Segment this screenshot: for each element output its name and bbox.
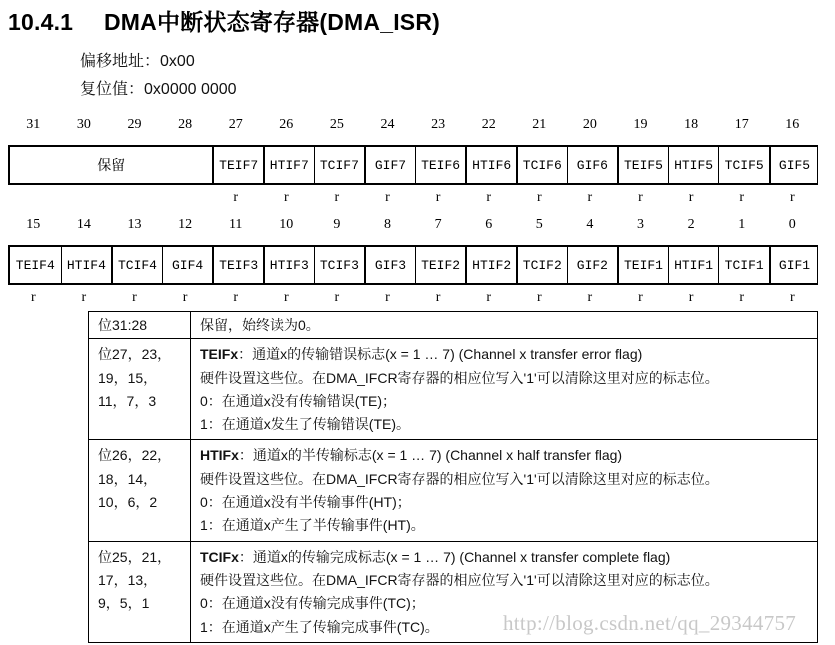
bit-number: 19 xyxy=(633,117,648,132)
table-row xyxy=(89,339,818,440)
field-heading xyxy=(200,546,808,569)
field-heading xyxy=(200,343,808,366)
register-upper-half xyxy=(8,145,818,185)
access-type: r xyxy=(789,190,795,205)
field-tcif5: TCIF5 xyxy=(718,147,769,183)
field-htif3: HTIF3 xyxy=(263,247,314,283)
field-htif4: HTIF4 xyxy=(61,247,112,283)
bit-range: 位27，23， xyxy=(98,346,172,363)
bit-number: 5 xyxy=(535,217,543,232)
lower-access-types xyxy=(8,290,818,310)
bit-range: 19，15， xyxy=(98,369,158,386)
access-type: r xyxy=(638,190,643,205)
bit-range-cell xyxy=(89,312,191,339)
register-lower-half xyxy=(8,245,818,285)
bit-number: 1 xyxy=(738,217,746,232)
section-heading: DMA中断状态寄存器(DMA_ISR) xyxy=(104,9,441,35)
field-teif4: TEIF4 xyxy=(15,257,55,273)
access-type: r xyxy=(132,290,137,305)
description-cell xyxy=(191,312,818,339)
field-name: TEIFx xyxy=(200,346,239,363)
access-type: r xyxy=(283,290,289,305)
bit-number: 12 xyxy=(178,217,193,232)
bit-number: 4 xyxy=(586,217,594,232)
description-line: 0：在通道x没有半传输事件(HT)； xyxy=(200,494,411,511)
field-gif1: GIF1 xyxy=(769,247,818,283)
access-type: r xyxy=(688,290,694,305)
description-line: 1：在通道x发生了传输错误(TE)。 xyxy=(200,416,410,433)
field-summary: ：通道x的传输错误标志(x = 1 … 7) (Channel x transfer error flag) xyxy=(238,346,643,363)
description-line: 1：在通道x产生了半传输事件(HT)。 xyxy=(200,517,425,534)
access-type: r xyxy=(233,190,239,205)
access-type: r xyxy=(536,190,542,205)
field-tcif6: TCIF6 xyxy=(516,147,567,183)
description-line: 0：在通道x没有传输完成事件(TC)； xyxy=(200,595,425,612)
reset-value xyxy=(80,76,237,99)
access-type: r xyxy=(486,290,492,305)
description-cell xyxy=(191,339,818,440)
section-number: 10.4.1 xyxy=(8,9,74,35)
field-htif6: HTIF6 xyxy=(465,147,516,183)
field-htif1: HTIF1 xyxy=(668,247,719,283)
access-type: r xyxy=(385,190,390,205)
access-type: r xyxy=(435,290,441,305)
upper-bit-numbers xyxy=(8,117,818,137)
upper-access-types xyxy=(8,190,818,210)
bit-number: 11 xyxy=(228,217,243,232)
field-teif6: TEIF6 xyxy=(415,147,466,183)
bit-number: 8 xyxy=(383,217,391,232)
bit-number: 18 xyxy=(684,117,699,132)
bit-number: 22 xyxy=(481,117,496,132)
bit-number: 0 xyxy=(788,217,796,232)
section-title xyxy=(8,4,440,37)
offset-value: 0x00 xyxy=(160,53,195,70)
field-summary: ：通道x的半传输标志(x = 1 … 7) (Channel x half transfer flag) xyxy=(238,447,623,464)
access-type: r xyxy=(486,190,492,205)
field-teif5: TEIF5 xyxy=(617,147,668,183)
field-tcif2: TCIF2 xyxy=(516,247,567,283)
access-type: r xyxy=(638,290,643,305)
bit-range: 位31:28 xyxy=(98,317,148,333)
bit-range-cell xyxy=(89,541,191,642)
description-line: 1：在通道x产生了传输完成事件(TC)。 xyxy=(200,618,439,635)
bit-number: 17 xyxy=(734,117,749,132)
bit-number: 9 xyxy=(333,217,341,232)
field-teif2: TEIF2 xyxy=(415,247,466,283)
bit-number: 20 xyxy=(582,117,597,132)
bit-number: 3 xyxy=(636,217,644,232)
access-type: r xyxy=(30,290,36,305)
field-name: HTIFx xyxy=(200,447,239,464)
bit-number: 28 xyxy=(178,117,193,132)
description-line: 硬件设置这些位。在DMA_IFCR寄存器的相应位写入'1'可以清除这里对应的标志位。 xyxy=(200,571,719,588)
field-gif4: GIF4 xyxy=(162,247,213,283)
access-type: r xyxy=(435,190,441,205)
access-type: r xyxy=(536,290,542,305)
field-htif2: HTIF2 xyxy=(465,247,516,283)
bit-number: 13 xyxy=(127,217,142,232)
bit-range: 位26，22， xyxy=(98,447,172,464)
description-cell xyxy=(191,440,818,541)
bit-number: 7 xyxy=(434,217,442,232)
access-type: r xyxy=(334,190,340,205)
bit-range-cell xyxy=(89,339,191,440)
reset-label: 复位值： xyxy=(80,81,145,98)
access-type: r xyxy=(688,190,694,205)
bit-number: 27 xyxy=(228,117,243,132)
description-line: 硬件设置这些位。在DMA_IFCR寄存器的相应位写入'1'可以清除这里对应的标志位。 xyxy=(200,470,719,487)
reset-value-text: 0x0000 0000 xyxy=(144,81,237,98)
field-teif1: TEIF1 xyxy=(617,247,668,283)
bit-number: 6 xyxy=(485,217,493,232)
description-line: 0：在通道x没有传输错误(TE)； xyxy=(200,392,396,409)
bit-range: 17，13， xyxy=(98,571,158,588)
bit-number: 26 xyxy=(279,117,294,132)
access-type: r xyxy=(334,290,340,305)
access-type: r xyxy=(587,190,593,205)
bit-range-cell xyxy=(89,440,191,541)
field-heading xyxy=(200,444,808,467)
bit-range: 9，5，1 xyxy=(98,595,150,612)
access-type: r xyxy=(739,190,745,205)
field-gif7: GIF7 xyxy=(364,147,415,183)
access-type: r xyxy=(739,290,745,305)
field-tcif3: TCIF3 xyxy=(314,247,365,283)
field-teif7: TEIF7 xyxy=(212,147,263,183)
bit-number: 10 xyxy=(279,217,294,232)
field-summary: ：通道x的传输完成标志(x = 1 … 7) (Channel x transfer complete flag) xyxy=(238,548,671,565)
field-gif2: GIF2 xyxy=(567,247,618,283)
field-gif5: GIF5 xyxy=(769,147,818,183)
offset-address xyxy=(80,48,195,71)
access-type: r xyxy=(789,290,795,305)
access-type: r xyxy=(182,290,188,305)
description-line: 保留，始终读为0。 xyxy=(200,317,320,333)
access-type: r xyxy=(233,290,239,305)
bit-number: 21 xyxy=(532,117,547,132)
bit-range: 18，14， xyxy=(98,470,158,487)
reserved-field: 保留 xyxy=(97,158,126,174)
field-gif3: GIF3 xyxy=(364,247,415,283)
bit-description-table xyxy=(88,311,818,643)
table-row xyxy=(89,312,818,339)
offset-label: 偏移地址： xyxy=(80,53,161,70)
field-tcif1: TCIF1 xyxy=(718,247,769,283)
bit-range: 10，6，2 xyxy=(98,494,158,511)
field-htif7: HTIF7 xyxy=(263,147,314,183)
bit-number: 31 xyxy=(26,117,41,132)
bit-range: 位25，21， xyxy=(98,548,172,565)
field-tcif7: TCIF7 xyxy=(314,147,365,183)
watermark: http://blog.csdn.net/qq_29344757 xyxy=(503,611,797,635)
bit-number: 29 xyxy=(127,117,142,132)
field-name: TCIFx xyxy=(200,548,239,565)
bit-number: 24 xyxy=(380,117,395,132)
description-line: 硬件设置这些位。在DMA_IFCR寄存器的相应位写入'1'可以清除这里对应的标志位。 xyxy=(200,369,719,386)
access-type: r xyxy=(385,290,390,305)
bit-number: 15 xyxy=(26,217,41,232)
table-row xyxy=(89,440,818,541)
bit-number: 30 xyxy=(76,117,91,132)
field-htif5: HTIF5 xyxy=(668,147,719,183)
lower-bit-numbers xyxy=(8,217,818,237)
bit-number: 25 xyxy=(329,117,344,132)
field-teif3: TEIF3 xyxy=(212,247,263,283)
field-tcif4: TCIF4 xyxy=(111,247,162,283)
access-type: r xyxy=(81,290,87,305)
field-gif6: GIF6 xyxy=(567,147,618,183)
bit-number: 23 xyxy=(431,117,446,132)
access-type: r xyxy=(587,290,593,305)
bit-range: 11，7，3 xyxy=(98,392,157,409)
bit-number: 14 xyxy=(76,217,91,232)
bit-number: 2 xyxy=(687,217,695,232)
access-type: r xyxy=(283,190,289,205)
bit-number: 16 xyxy=(785,117,800,132)
